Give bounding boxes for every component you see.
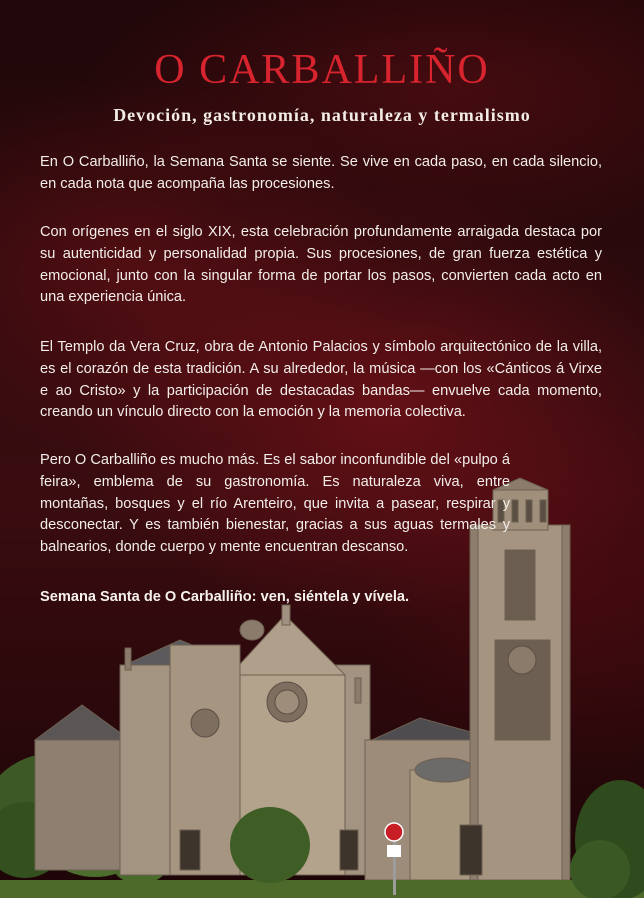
paragraph-4: Pero O Carballiño es mucho más. Es el sabor inconfundible del «pulpo á feira», emblema de su gastronomía. Es naturaleza viva, entre montañas, bosques y el río Arenteiro, que invita a pasear, respirar y desconectar. Y es también bienestar, gracias a sus aguas termales y balnearios, donde cuerpo y mente encuentran descanso. xyxy=(40,452,510,556)
paragraph-3: El Templo da Vera Cruz, obra de Antonio Palacios y símbolo arquitectónico de la villa, es el corazón de esta tradición. A su alrededor, la música —con los «Cánticos á Virxe e ao Cristo» y la participación de destacadas bandas— envuelve cada momento, creando un vínculo directo con la emoción y la memoria colectiva. xyxy=(40,339,602,421)
paragraph-2: Con orígenes en el siglo XIX, esta celebración profundamente arraigada destaca por su autenticidad y personalidad propia. Sus procesiones, de gran fuerza estética y emocional, junto con la singular forma de portar los pasos, convierten cada acto en una experiencia única. xyxy=(40,224,602,306)
paragraph-1: En O Carballiño, la Semana Santa se siente. Se vive en cada paso, en cada silencio, en cada nota que acompaña las procesiones. xyxy=(40,154,602,192)
page-subtitle: Devoción, gastronomía, naturaleza y termalismo xyxy=(113,105,531,125)
lawn xyxy=(0,880,644,898)
slogan: Semana Santa de O Carballiño: ven, siéntela y vívela. xyxy=(40,589,410,605)
page-title: O CARBALLIÑO xyxy=(154,47,490,93)
